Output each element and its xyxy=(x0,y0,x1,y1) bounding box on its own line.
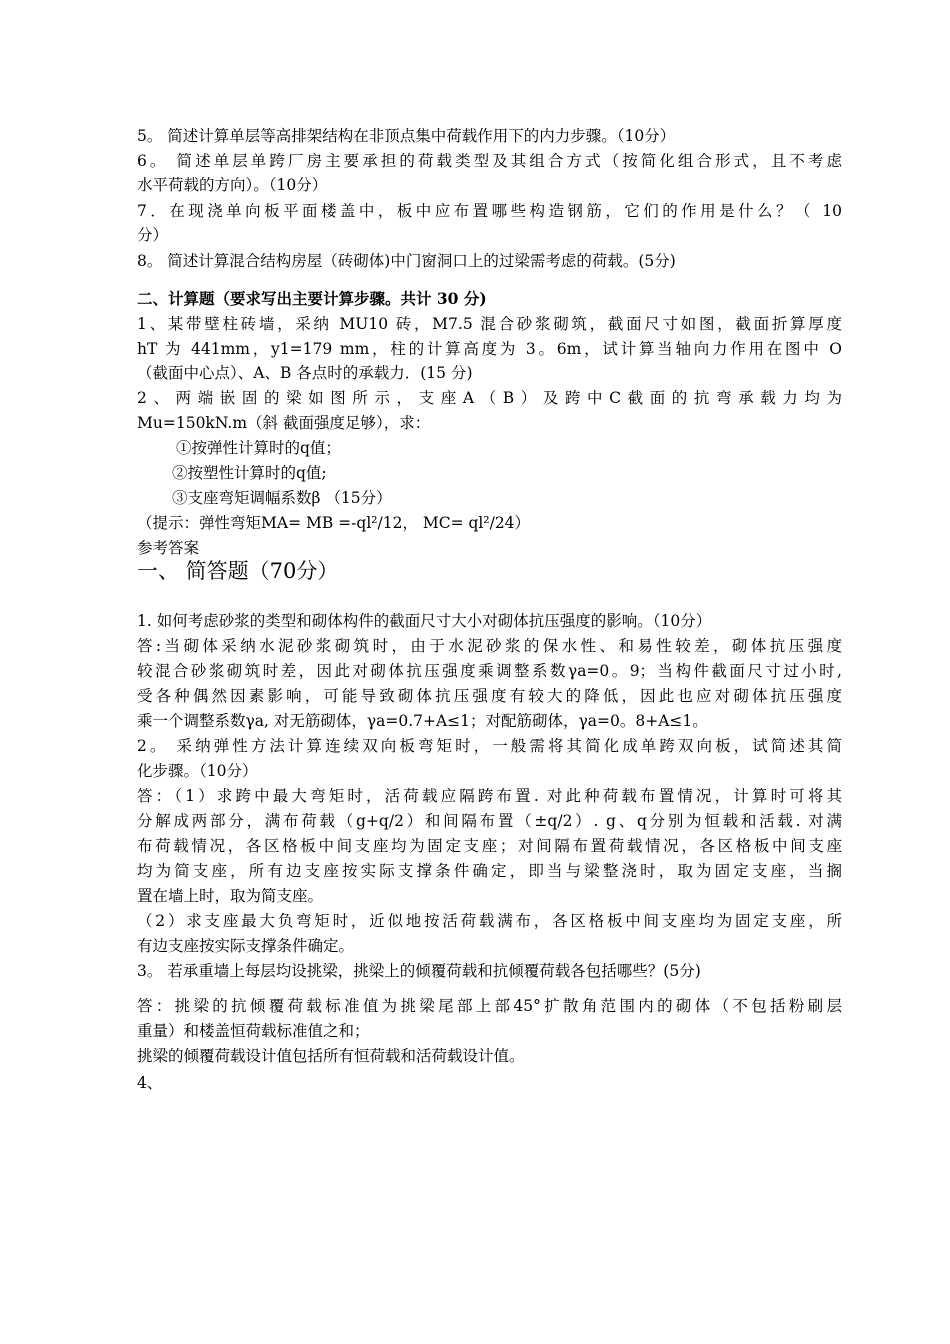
problem-2-hint: （提示：弹性弯矩MA= MB =-ql²/12， MC= ql²/24） xyxy=(137,514,531,532)
problem-1-line-2: hT 为 441mm，y1=179 mm，柱的计算高度为 3。6m，试计算当轴向力作用在图中 O xyxy=(137,340,842,358)
answer-2-question-line-1: 2。 采纳弹性方法计算连续双向板弯矩时，一般需将其简化成单跨双向板，试简述其简 xyxy=(137,737,842,755)
answer-1-line-2: 较混合砂浆砌筑时差，因此对砌体抗压强度乘调整系数γa=0。9；当构件截面尺寸过小时, xyxy=(137,662,842,680)
answer-1-line-1: 答:当砌体采纳水泥砂浆砌筑时，由于水泥砂浆的保水性、和易性较差，砌体抗压强度 xyxy=(137,637,842,655)
answer-4-label: 4、 xyxy=(137,1074,163,1092)
answer-2-line-5: 置在墙上时，取为简支座。 xyxy=(137,887,324,905)
problem-1-line-1: 1、某带壁柱砖墙，采纳 MU10 砖，M7.5 混合砂浆砌筑，截面尺寸如图，截面折算厚度 xyxy=(137,315,842,333)
problem-2-item-3: ③支座弯矩调幅系数β （15分） xyxy=(172,489,392,507)
answers-heading: 一、 简答题（70分） xyxy=(137,559,339,583)
answer-2-line-6: （2）求支座最大负弯矩时，近似地按活荷载满布，各区格板中间支座均为固定支座，所 xyxy=(137,912,842,930)
question-7-line-1: 7．在现浇单向板平面楼盖中，板中应布置哪些构造钢筋，它们的作用是什么？（ 10 xyxy=(137,202,842,220)
problem-2-item-1: ①按弹性计算时的q值； xyxy=(176,439,341,457)
answer-1-question: 1. 如何考虑砂浆的类型和砌体构件的截面尺寸大小对砌体抗压强度的影响。（10分） xyxy=(137,612,712,630)
answer-2-line-3: 布荷载情况，各区格板中间支座均为固定支座；对间隔布置荷载情况，各区格板中间支座 xyxy=(137,837,842,855)
section-2-heading: 二、计算题（要求写出主要计算步骤。共计 30 分) xyxy=(137,289,487,308)
answer-2-question-line-2: 化步骤。（10分） xyxy=(137,762,258,780)
answer-2-line-1: 答：（1）求跨中最大弯矩时，活荷载应隔跨布置. 对此种荷载布置情况，计算时可将其 xyxy=(137,787,842,805)
answer-2-line-4: 均为简支座，所有边支座按实际支撑条件确定，即当与梁整浇时，取为固定支座，当搁 xyxy=(137,862,842,880)
answer-2-line-2: 分解成两部分，满布荷载（g+q/2）和间隔布置（±q/2）. g、q分别为恒载和活载. 对满 xyxy=(137,812,842,830)
problem-2-line-2: Mu=150kN.m（斜 截面强度足够），求： xyxy=(137,414,431,432)
answer-3-line-1: 答：挑梁的抗倾覆荷载标准值为挑梁尾部上部45°扩散角范围内的砌体（不包括粉刷层 xyxy=(137,997,842,1015)
question-8: 8。 简述计算混合结构房屋（砖砌体)中门窗洞口上的过梁需考虑的荷载。(5分) xyxy=(137,252,676,270)
problem-2-line-1: 2、两端嵌固的梁如图所示，支座A（B）及跨中C截面的抗弯承载力均为 xyxy=(137,389,842,407)
question-5: 5。 简述计算单层等高排架结构在非顶点集中荷载作用下的内力步骤。（10分） xyxy=(137,127,676,145)
question-7-line-2: 分） xyxy=(137,226,169,244)
question-6-line-2: 水平荷载的方向）。（10分） xyxy=(137,176,328,194)
answers-label: 参考答案 xyxy=(137,539,200,557)
answer-1-line-3: 受各种偶然因素影响，可能导致砌体抗压强度有较大的降低，因此也应对砌体抗压强度 xyxy=(137,687,842,705)
problem-1-line-3: （截面中心点）、A、B 各点时的承载力．(15 分) xyxy=(137,364,473,382)
answer-3-line-2: 重量）和楼盖恒荷载标准值之和； xyxy=(137,1022,370,1040)
answer-3-question: 3。 若承重墙上每层均设挑梁，挑梁上的倾覆荷载和抗倾覆荷载各包括哪些？(5分) xyxy=(137,962,701,980)
problem-2-item-2: ②按塑性计算时的q值; xyxy=(172,464,327,482)
answer-1-line-4: 乘一个调整系数γa, 对无筋砌体，γa=0.7+A≤1；对配筋砌体，γa=0。8+A≤1。 xyxy=(137,712,708,730)
answer-2-line-7: 有边支座按实际支撑条件确定。 xyxy=(137,937,355,955)
question-6-line-1: 6。 简述单层单跨厂房主要承担的荷载类型及其组合方式（按简化组合形式，且不考虑 xyxy=(137,152,842,170)
answer-3-line-3: 挑梁的倾覆荷载设计值包括所有恒荷载和活荷载设计值。 xyxy=(137,1047,525,1065)
